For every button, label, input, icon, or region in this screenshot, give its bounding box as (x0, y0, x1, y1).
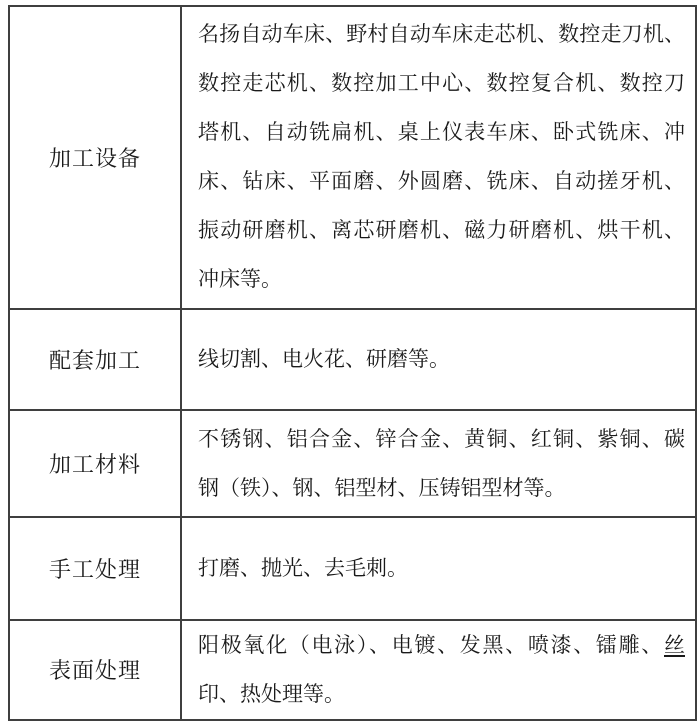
content-line: 打磨、抛光、去毛刺。 (198, 556, 408, 581)
row-label: 配套加工 (10, 310, 182, 410)
capabilities-table (8, 5, 697, 721)
row-label: 表面处理 (10, 621, 182, 719)
content-line: 钢（铁）、钢、铝型材、压铸铝型材等。 (198, 475, 566, 500)
row-label: 加工材料 (10, 411, 182, 516)
table-row (10, 518, 695, 621)
content-line: 线切割、电火花、研磨等。 (198, 346, 450, 371)
content-line: 数控走芯机、数控加工中心、数控复合机、数控刀 (198, 71, 685, 96)
row-label: 手工处理 (10, 518, 182, 619)
content-line: 印、热处理等。 (198, 681, 345, 706)
table-row (10, 310, 695, 412)
content-line: 冲床等。 (198, 267, 282, 292)
table-row (10, 621, 695, 719)
underlined-text: 丝 (664, 632, 685, 657)
row-content (182, 310, 695, 410)
row-content (182, 518, 695, 619)
content-line: 阳极氧化（电泳）、电镀、发黑、喷漆、镭雕、丝 (198, 632, 685, 657)
content-line: 床、钻床、平面磨、外圆磨、铣床、自动搓牙机、 (198, 169, 685, 194)
content-line: 不锈钢、铝合金、锌合金、黄铜、红铜、紫铜、碳 (198, 426, 685, 451)
content-line: 振动研磨机、离芯研磨机、磁力研磨机、烘干机、 (198, 218, 685, 243)
table-row (10, 411, 695, 518)
table-row (10, 7, 695, 310)
row-label: 加工设备 (10, 7, 182, 308)
row-content (182, 411, 695, 516)
row-content (182, 621, 695, 719)
content-line: 名扬自动车床、野村自动车床走芯机、数控走刀机、 (198, 22, 685, 47)
row-content (182, 7, 695, 308)
content-line: 塔机、自动铣扁机、桌上仪表车床、卧式铣床、冲 (198, 120, 685, 145)
